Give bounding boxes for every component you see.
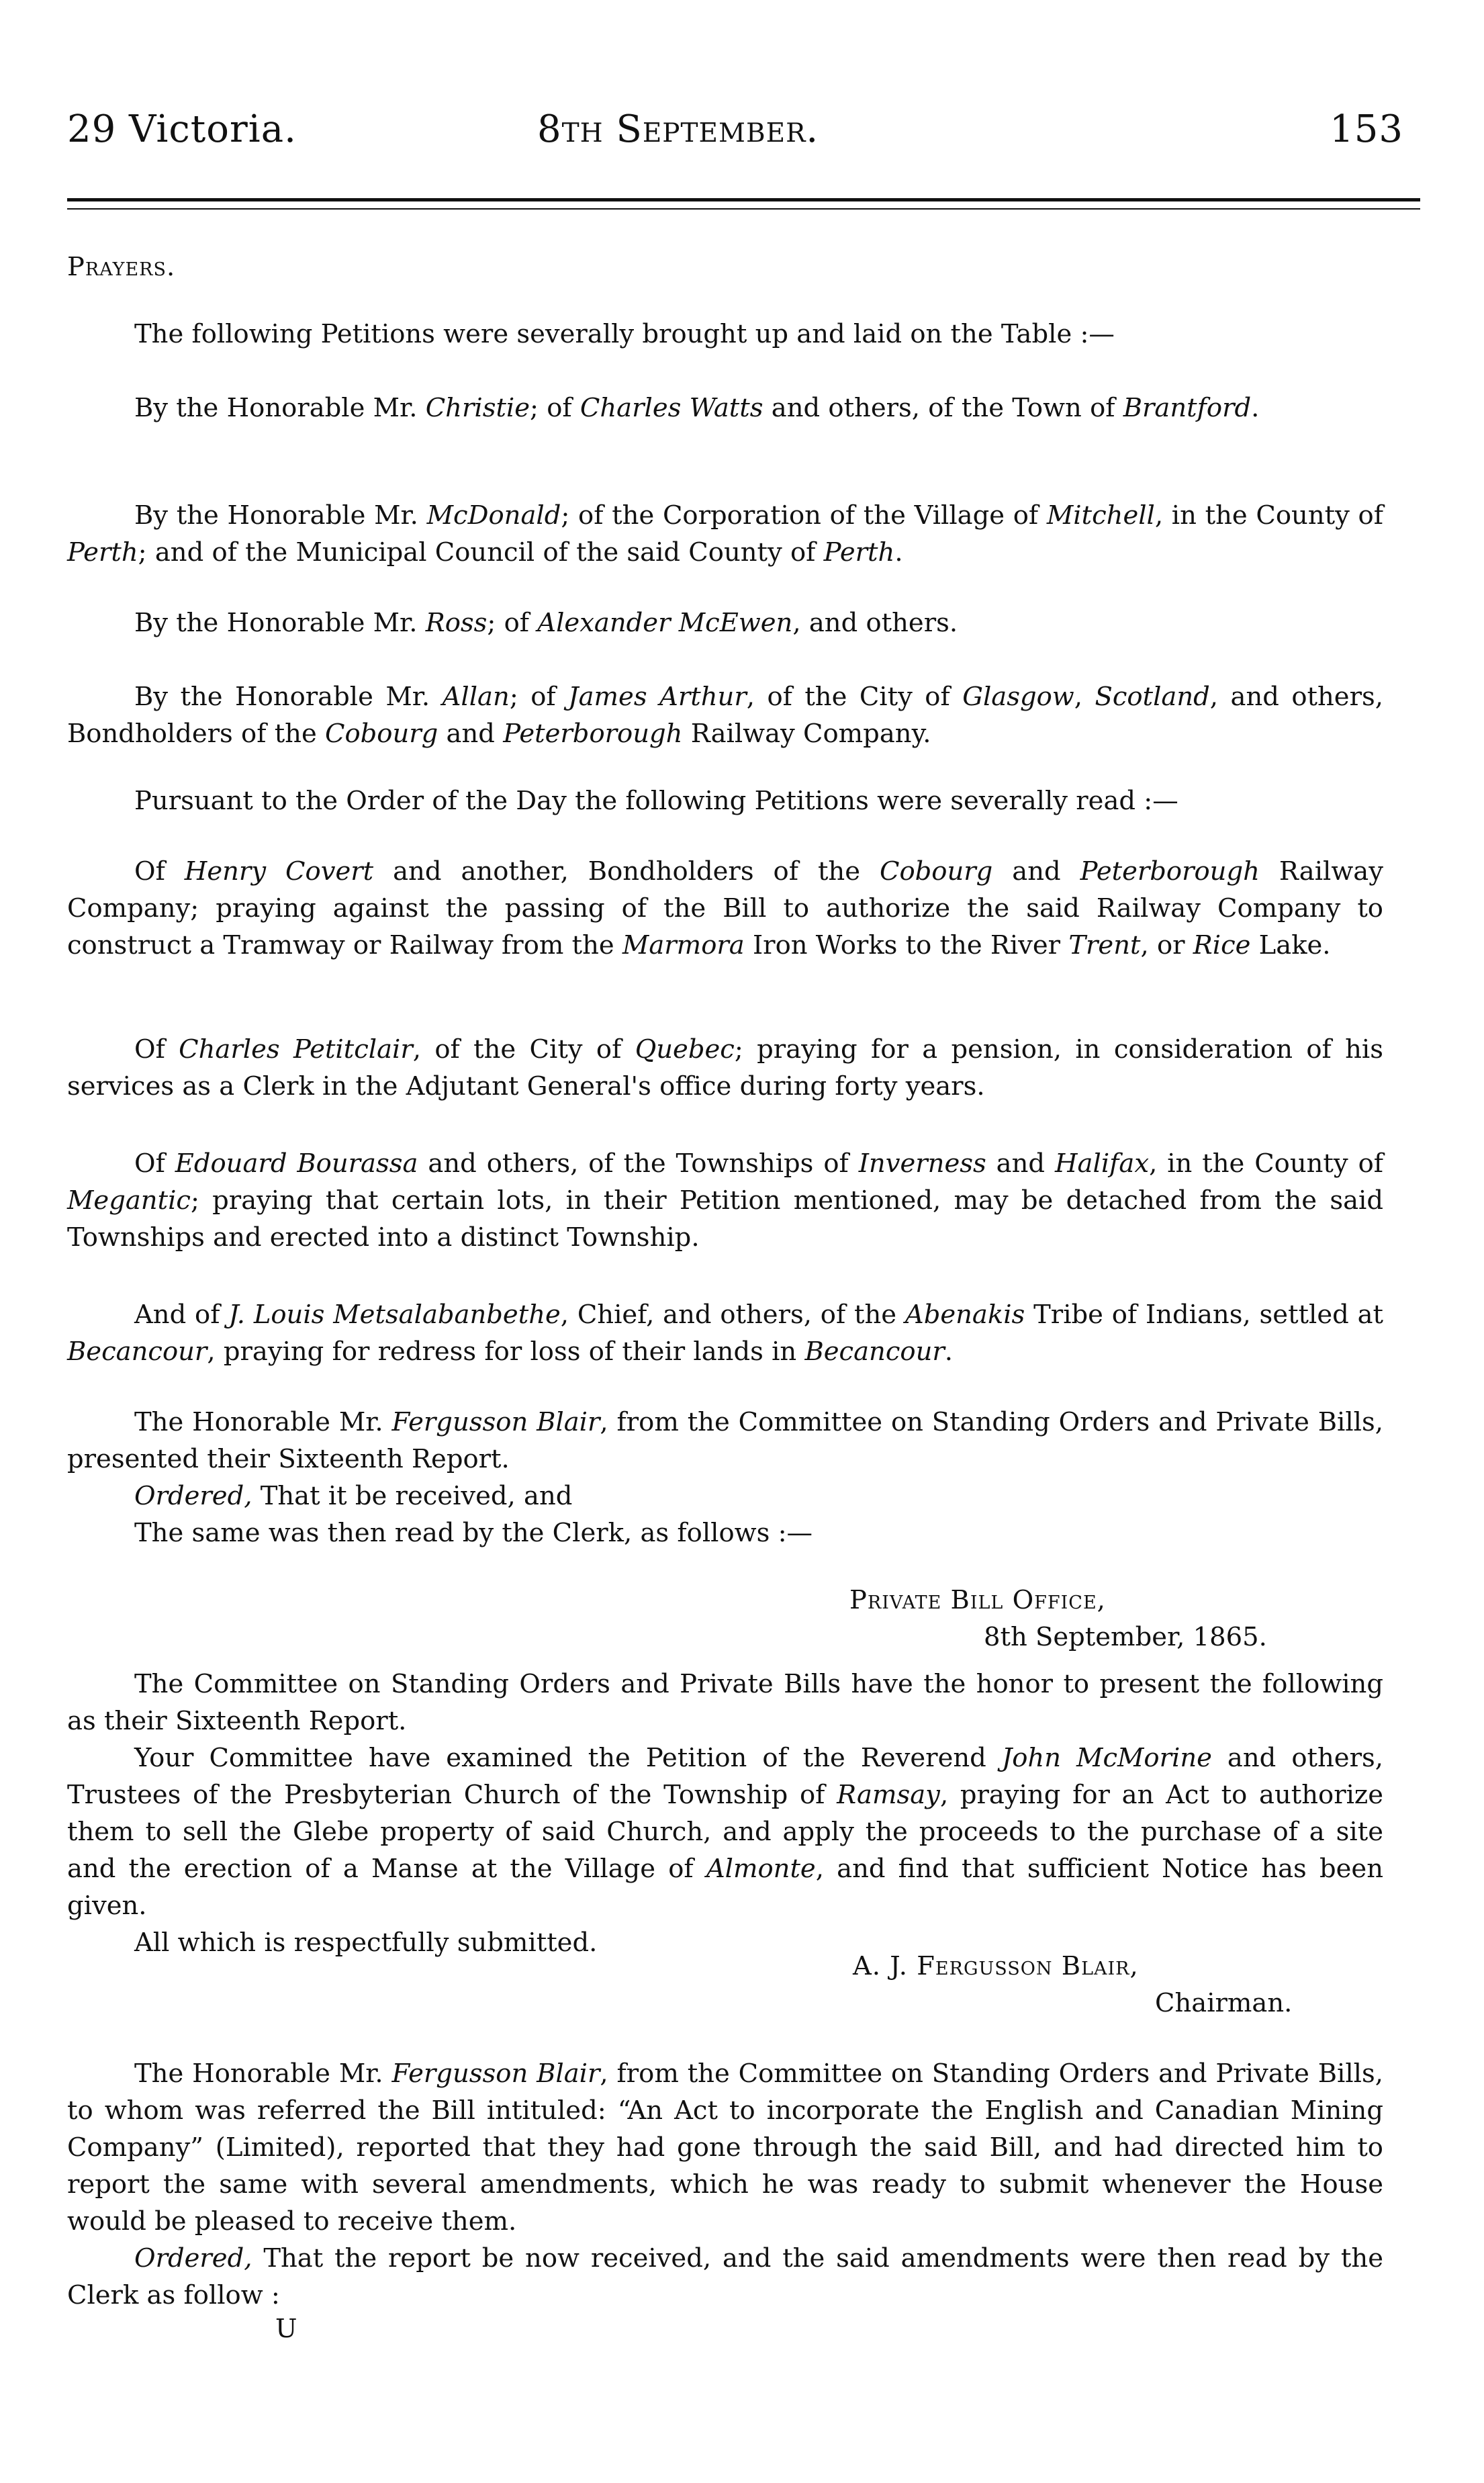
text: and another, Bondholders of the — [373, 856, 880, 887]
petitioner-name: Henry Covert — [184, 856, 374, 887]
text: ; praying for a pension, in consideration of his services as a Clerk in the Adjutant General's office during forty years. — [67, 1034, 1383, 1101]
text: . — [894, 537, 903, 568]
petitioner-name: Charles Petitclair — [179, 1034, 413, 1065]
place-name: Peterborough — [503, 719, 683, 749]
mining-company-report — [67, 2055, 1383, 2314]
header-rule-thin — [67, 208, 1420, 210]
text: Your Committee have examined the Petition of the Reverend — [134, 1743, 1002, 1773]
text: , in the County of — [1154, 500, 1383, 531]
place-name: Inverness — [858, 1148, 986, 1179]
place-name: Becancour — [804, 1337, 945, 1367]
place-name: Perth — [67, 537, 138, 568]
petitions-intro: The following Petitions were severally brought up and laid on the Table :— — [134, 319, 1115, 349]
text: . — [944, 1337, 954, 1367]
petitioner-name: J. Louis Metsalabanbethe — [228, 1300, 561, 1330]
text: , of the City of — [412, 1034, 635, 1065]
petitioner-name: Edouard Bourassa — [175, 1148, 418, 1179]
text: The Honorable Mr. — [134, 2059, 392, 2089]
petitioner-name: Alexander McEwen — [537, 608, 793, 638]
petitioner-name: John McMorine — [1001, 1743, 1212, 1773]
header-rule-thick — [67, 198, 1420, 201]
text: , and others. — [792, 608, 958, 638]
header-regnal-year: 29 Victoria. — [67, 107, 297, 151]
text: By the Honorable Mr. — [134, 682, 443, 712]
petition-read-bourassa — [67, 1145, 1383, 1256]
member-name: Allan — [442, 682, 510, 712]
letter-office: Private Bill Office, — [849, 1585, 1106, 1615]
text: ; of the Corporation of the Village of — [561, 500, 1047, 531]
petitioner-name: James Arthur — [568, 682, 747, 712]
member-name: McDonald — [426, 500, 561, 531]
text: ; of — [509, 682, 569, 712]
text: , and others, Bondholders of the — [67, 682, 1383, 749]
text: Of — [134, 1034, 179, 1065]
petitioner-name: Charles Watts — [579, 393, 763, 423]
place-name: Cobourg — [325, 719, 438, 749]
petition-ross — [67, 604, 1383, 641]
letter-body — [67, 1666, 1383, 1961]
signature-mark: U — [275, 2314, 297, 2344]
sixteenth-report-presentation — [67, 1404, 1383, 1551]
place-name: Peterborough — [1080, 856, 1260, 887]
petition-read-covert — [67, 853, 1383, 964]
petition-read-metsalabanbethe — [67, 1296, 1383, 1370]
text: and — [986, 1148, 1055, 1179]
text: , in the County of — [1149, 1148, 1383, 1179]
ordered-line — [67, 1478, 1383, 1515]
text: The Honorable Mr. — [134, 1407, 392, 1437]
ordered-label: Ordered, — [134, 1481, 252, 1511]
member-name: Ross — [425, 608, 488, 638]
signer-name: A. J. Fergusson Blair, — [853, 1951, 1139, 1981]
text: . — [1251, 393, 1260, 423]
place-name: Almonte — [706, 1854, 816, 1884]
text: and others, of the Townships of — [418, 1148, 859, 1179]
text: and — [992, 856, 1080, 887]
text: And of — [134, 1300, 229, 1330]
place-name: Ramsay — [837, 1780, 940, 1810]
place-name: Scotland — [1095, 682, 1210, 712]
text: Tribe of Indians, settled at — [1025, 1300, 1383, 1330]
place-name: Becancour — [67, 1337, 207, 1367]
header-date: 8th September. — [537, 107, 819, 151]
place-name: Trent — [1068, 930, 1141, 960]
ordered-line — [67, 2240, 1383, 2314]
text: By the Honorable Mr. — [134, 500, 427, 531]
place-name: Mitchell — [1046, 500, 1155, 531]
text: By the Honorable Mr. — [134, 608, 426, 638]
text: Railway Company; praying against the passing of the Bill to authorize the said Railway Company to construct a Tramway or Railway from the — [67, 856, 1383, 960]
text: ; praying that certain lots, in their Petition mentioned, may be detached from the said Townships and erected into a distinct Township. — [67, 1185, 1383, 1253]
petition-allan — [67, 678, 1383, 752]
text: ; of — [487, 608, 538, 638]
text: , Chief, and others, of the — [560, 1300, 905, 1330]
member-name: Christie — [425, 393, 530, 423]
header-page-number: 153 — [1330, 107, 1403, 151]
text: , of the City of — [746, 682, 963, 712]
letter-paragraph-2 — [67, 1740, 1383, 1924]
place-name: Perth — [823, 537, 895, 568]
text: By the Honorable Mr. — [134, 393, 426, 423]
letter-closing: All which is respectfully submitted. — [134, 1928, 598, 1958]
text: , — [1074, 682, 1095, 712]
place-name: Glasgow — [962, 682, 1074, 712]
text: , from the Committee on Standing Orders and Private Bills, presented their Sixteenth Report. — [67, 1407, 1383, 1474]
member-name: Fergusson Blair — [391, 2059, 600, 2089]
member-name: Fergusson Blair — [391, 1407, 600, 1437]
letter-paragraph-1: The Committee on Standing Orders and Private Bills have the honor to present the following as their Sixteenth Report. — [67, 1669, 1383, 1736]
order-of-day-intro: Pursuant to the Order of the Day the following Petitions were severally read :— — [134, 786, 1178, 816]
text: and others, Trustees of the Presbyterian Church of the Township of — [67, 1743, 1383, 1810]
text: That the report be now received, and the said amendments were then read by the Clerk as follow : — [67, 2243, 1383, 2310]
text: and others, of the Town of — [763, 393, 1123, 423]
text: Of — [134, 856, 185, 887]
signer-title: Chairman. — [1155, 1988, 1293, 2018]
place-name: Megantic — [67, 1185, 191, 1216]
text: , from the Committee on Standing Orders and Private Bills, to whom was referred the Bill intituled: “An Act to incorporate the English and Canadian Mining Company” (Limited), reported that they had gone through the said Bill, and had directed him to report the same with several amendments, which he was ready to submit whenever the House would be pleased to receive them. — [67, 2059, 1383, 2237]
place-name: Brantford — [1123, 393, 1252, 423]
text: Iron Works to the River — [744, 930, 1069, 960]
text: ; of — [530, 393, 580, 423]
text: , or — [1140, 930, 1193, 960]
section-title: Prayers. — [67, 252, 176, 282]
mining-report-paragraph — [67, 2055, 1383, 2240]
text: , praying for an Act to authorize them to sell the Glebe property of said Church, and apply the proceeds to the purchase of a site and the erection of a Manse at the Village of — [67, 1780, 1383, 1884]
text: and — [438, 719, 504, 749]
place-name: Marmora — [622, 930, 745, 960]
tribe-name: Abenakis — [905, 1300, 1025, 1330]
report-presented-paragraph — [67, 1404, 1383, 1478]
letter-date: 8th September, 1865. — [984, 1622, 1267, 1652]
place-name: Halifax — [1054, 1148, 1150, 1179]
text: ; and of the Municipal Council of the said County of — [138, 537, 824, 568]
petition-mcdonald — [67, 497, 1383, 571]
petition-read-petitclair — [67, 1031, 1383, 1105]
place-name: Rice — [1193, 930, 1251, 960]
text: Railway Company. — [682, 719, 931, 749]
text: That it be received, and — [252, 1481, 573, 1511]
place-name: Quebec — [635, 1034, 735, 1065]
place-name: Cobourg — [879, 856, 993, 887]
text: Lake. — [1250, 930, 1331, 960]
petition-christie — [67, 390, 1383, 426]
text: , praying for redress for loss of their lands in — [207, 1337, 805, 1367]
text: Of — [134, 1148, 175, 1179]
ordered-label: Ordered, — [134, 2243, 252, 2273]
text: , and find that sufficient Notice has been given. — [67, 1854, 1383, 1921]
read-by-clerk-line: The same was then read by the Clerk, as follows :— — [134, 1518, 813, 1548]
